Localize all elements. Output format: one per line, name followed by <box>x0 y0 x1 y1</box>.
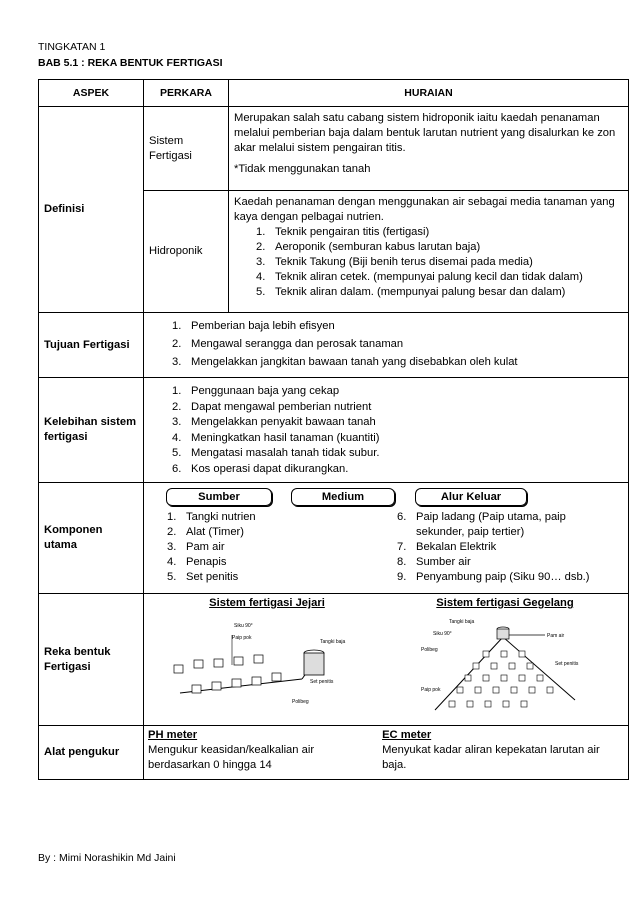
col-perkara: PERKARA <box>144 80 229 107</box>
jejari-siku-label: Siku 90° <box>234 623 253 629</box>
gegelang-polibeg-label: Polibeg <box>421 647 438 653</box>
chapter-title: BAB 5.1 : REKA BENTUK FERTIGASI <box>38 57 223 69</box>
level-label: TINGKATAN 1 <box>38 41 106 53</box>
gegelang-diagram <box>415 615 595 720</box>
jejari-panel <box>148 596 386 720</box>
gegelang-title: Sistem fertigasi Gegelang <box>436 597 574 609</box>
table-row <box>39 483 629 594</box>
huraian-reka-bentuk <box>144 594 629 726</box>
list-item: Mengelakkan penyakit bawaan tanah <box>191 416 376 428</box>
table-row <box>39 594 629 726</box>
aspek-komponen: Komponen utama <box>39 483 144 594</box>
table-row <box>39 107 629 191</box>
reka-bentuk-panels <box>148 596 624 720</box>
list-item: Mengawal serangga dan perosak tanaman <box>191 338 404 350</box>
table-header-row <box>39 80 629 107</box>
gegelang-pam-label: Pam air <box>547 633 565 639</box>
jejari-polibeg-label: Polibeg <box>292 699 309 705</box>
list-item: Mengatasi masalah tanah tidak subur. <box>191 447 380 459</box>
list-item: Pemberian baja lebih efisyen <box>191 320 335 332</box>
list-item: Sumber air <box>416 556 471 568</box>
list-item: Penggunaan baja yang cekap <box>191 385 340 397</box>
list-item: Meningkatkan hasil tanaman (kuantiti) <box>191 431 380 444</box>
col-huraian: HURAIAN <box>229 80 629 107</box>
komponen-left-list <box>149 510 389 585</box>
list-item: Teknik aliran cetek. (mempunyai palung kecil dan tidak dalam) <box>275 271 583 283</box>
footer-author: By : Mimi Norashikin Md Jaini <box>38 852 176 864</box>
list-item: Teknik aliran dalam. (mempunyai palung besar dan dalam) <box>275 286 566 298</box>
alur-keluar-box: Alur Keluar <box>415 488 527 506</box>
huraian-kelebihan <box>144 378 629 483</box>
list-item: Penyambung paip (Siku 90… dsb.) <box>416 571 590 583</box>
huraian-sistem-fertigasi <box>229 107 629 191</box>
jejari-tangki-label: Tangki baja <box>320 639 346 645</box>
list-item: Alat (Timer) <box>186 526 245 538</box>
list-item: Kos operasi dapat dikurangkan. <box>191 462 349 475</box>
jejari-title: Sistem fertigasi Jejari <box>209 597 325 609</box>
hidroponik-text: Kaedah penanaman dengan menggunakan air sebagai media tanaman yang kaya dengan pelbagai nutrien. <box>234 196 615 223</box>
huraian-tujuan <box>144 313 629 378</box>
list-item: Pam air <box>186 541 225 553</box>
sistem-fertigasi-text: Merupakan salah satu cabang sistem hidroponik iaitu kaedah penanaman melalui pemberian baja dalam bentuk larutan nutrient yang disalurkan ke zon akar melalui sistem pengairan titis. <box>234 112 616 154</box>
table-row <box>39 378 629 483</box>
aspek-tujuan: Tujuan Fertigasi <box>39 313 144 378</box>
list-item: Aeroponik (semburan kabus larutan baja) <box>275 241 481 253</box>
ec-title: EC meter <box>382 729 432 741</box>
aspek-definisi: Definisi <box>39 107 144 313</box>
komponen-right-list <box>389 510 599 585</box>
list-item: Dapat mengawal pemberian nutrient <box>191 400 372 413</box>
ec-text: Menyukat kadar aliran kepekatan larutan air baja. <box>382 744 600 771</box>
medium-box: Medium <box>291 488 395 506</box>
ph-title: PH meter <box>148 729 198 741</box>
aspek-reka-bentuk: Reka bentuk Fertigasi <box>39 594 144 726</box>
list-item: Set penitis <box>186 571 239 583</box>
list-item: Tangki nutrien <box>186 511 256 523</box>
tujuan-list <box>172 317 623 371</box>
alat-panels <box>148 728 624 773</box>
komponen-boxes <box>149 488 623 510</box>
hidroponik-list <box>256 225 623 300</box>
aspek-kelebihan: Kelebihan sistem fertigasi <box>39 378 144 483</box>
sumber-box: Sumber <box>166 488 272 506</box>
gegelang-panel <box>386 596 624 720</box>
jejari-paip-pok-label: Paip pok <box>232 635 252 641</box>
perkara-hidroponik: Hidroponik <box>144 191 229 313</box>
ph-text: Mengukur keasidan/kealkalian air berdasarkan 0 hingga 14 <box>148 744 315 771</box>
table-row <box>39 313 629 378</box>
ec-panel <box>382 728 624 773</box>
perkara-sistem-fertigasi: Sistem Fertigasi <box>144 107 229 191</box>
table-row <box>39 726 629 780</box>
jejari-set-penitis-label: Set penitis <box>310 679 334 685</box>
fertigation-table <box>38 79 629 780</box>
ph-panel <box>148 728 382 773</box>
list-item: Mengelakkan jangkitan bawaan tanah yang disebabkan oleh kulat <box>191 356 518 368</box>
huraian-alat <box>144 726 629 780</box>
jejari-diagram <box>162 615 372 720</box>
gegelang-set-penitis-label: Set penitis <box>555 661 579 667</box>
komponen-lists <box>149 510 623 585</box>
huraian-komponen <box>144 483 629 594</box>
list-item: Paip ladang (Paip utama, paip sekunder, paip tertier) <box>416 511 566 538</box>
gegelang-tangki-label: Tangki baja <box>449 619 475 625</box>
col-aspek: ASPEK <box>39 80 144 107</box>
huraian-hidroponik <box>229 191 629 313</box>
kelebihan-list <box>172 384 623 477</box>
list-item: Teknik pengairan titis (fertigasi) <box>275 226 430 238</box>
aspek-alat: Alat pengukur <box>39 726 144 780</box>
sistem-fertigasi-note: *Tidak menggunakan tanah <box>234 163 371 175</box>
list-item: Teknik Takung (Biji benih terus disemai pada media) <box>275 256 533 268</box>
gegelang-paip-pok-label: Paip pok <box>421 687 441 693</box>
list-item: Penapis <box>186 556 227 568</box>
gegelang-siku-label: Siku 90° <box>433 631 452 637</box>
list-item: Bekalan Elektrik <box>416 541 497 553</box>
